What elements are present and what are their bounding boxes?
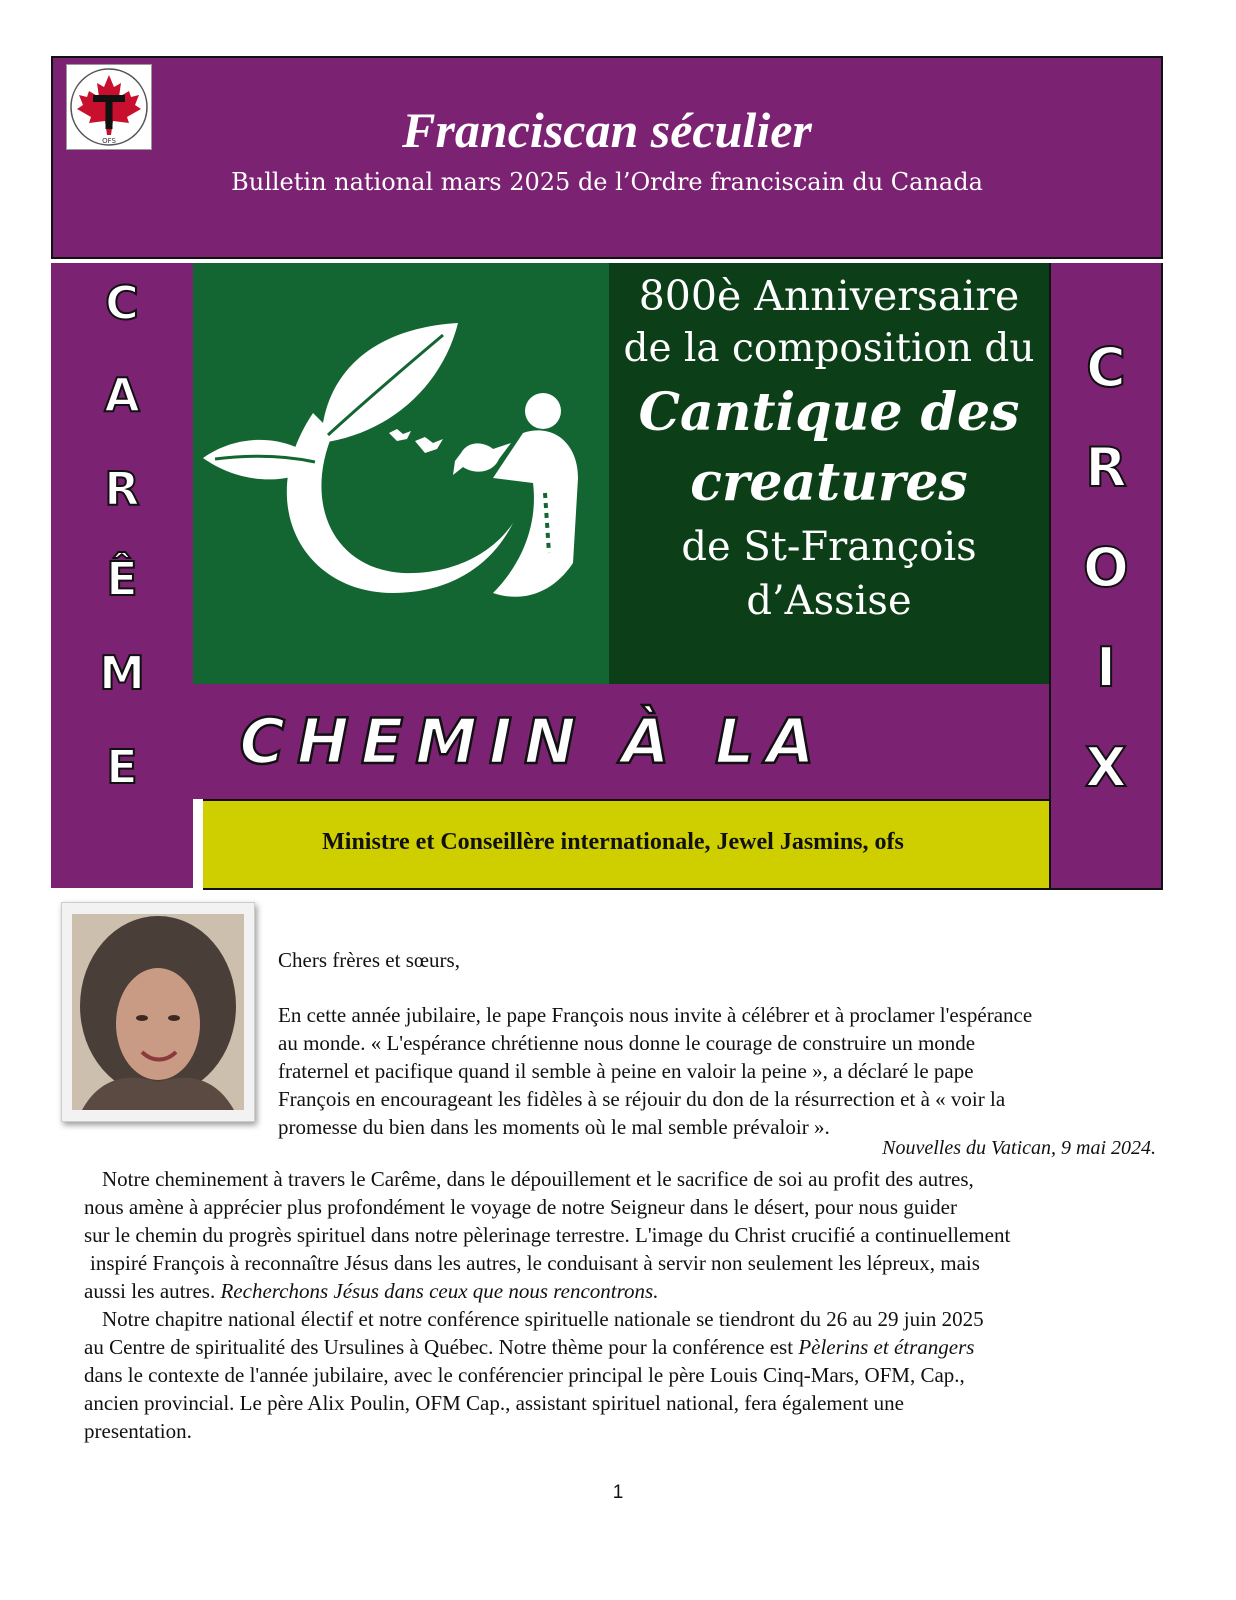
text-italic: Pèlerins et étrangers [798, 1335, 975, 1359]
croix-letter: C [1086, 336, 1126, 399]
text-line: fraternel et pacifique quand il semble à peine en valoir la peine », a déclaré le pape [278, 1059, 974, 1083]
minister-byline: Ministre et Conseillère internationale, Jewel Jasmins, ofs [322, 829, 904, 855]
anniversary-creatures: creatures [690, 452, 968, 513]
text-plain: aussi les autres. [84, 1279, 221, 1303]
text-line: inspiré François à reconnaître Jésus dans les autres, le conduisant à servir non seulement les lépreux, mais [90, 1251, 980, 1275]
text-line: En cette année jubilaire, le pape François nous invite à célébrer et à proclamer l'espérance [278, 1003, 1033, 1027]
text-line [84, 1333, 984, 1361]
text-italic: Recherchons Jésus dans ceux que nous rencontrons. [220, 1279, 659, 1303]
text-line: presentation. [84, 1419, 192, 1443]
paragraph-chapitre [84, 1305, 984, 1445]
bulletin-title: Franciscan séculier [402, 102, 812, 158]
text-line: Notre cheminement à travers le Carême, dans le dépouillement et le sacrifice de soi au profit des autres, [102, 1167, 974, 1191]
croix-letter: R [1085, 436, 1127, 499]
text-line [84, 1277, 1010, 1305]
greeting: Chers frères et sœurs, [278, 948, 460, 972]
text-line: dans le contexte de l'année jubilaire, avec le conférencier principal le père Louis Cinq-Mars, OFM, Cap., [84, 1363, 965, 1387]
text-line: promesse du bien dans les moments où le mal semble prévaloir ». [278, 1115, 830, 1139]
text-line: au monde. « L'espérance chrétienne nous donne le courage de construire un monde [278, 1031, 976, 1055]
careme-letter: A [104, 368, 140, 422]
cantique-logo-panel [193, 263, 609, 684]
croix-letter: I [1095, 636, 1117, 699]
careme-letter: M [99, 646, 145, 700]
careme-letter: R [104, 462, 140, 516]
careme-letter: E [106, 740, 138, 794]
intro-paragraph [278, 1001, 1032, 1141]
leaf-bird-francis-icon [193, 263, 609, 684]
croix-letter: X [1085, 736, 1127, 799]
chemin-a-la-heading: CHEMIN À LA [239, 705, 827, 778]
anniversary-line: 800è Anniversaire [638, 272, 1020, 320]
text-line: sur le chemin du progrès spirituel dans notre pèlerinage terrestre. L'image du Christ crucifié a continuellement [84, 1223, 1011, 1247]
text-line: François en encourageant les fidèles à se réjouir du don de la résurrection et à « voir la [278, 1087, 1006, 1111]
anniversary-line: de la composition du [623, 326, 1035, 371]
paragraph-careme [84, 1165, 1010, 1305]
portrait-icon [72, 914, 244, 1110]
source-citation: Nouvelles du Vatican, 9 mai 2024. [882, 1137, 1156, 1159]
svg-text:OFS: OFS [102, 137, 116, 145]
text-plain: au Centre de spiritualité des Ursulines à Québec. Notre thème pour la conférence est [84, 1335, 799, 1359]
careme-letter: Ê [106, 552, 138, 606]
careme-letter: C [105, 276, 139, 330]
anniversary-line: d’Assise [746, 578, 912, 624]
page-number: 1 [612, 1482, 624, 1503]
text-line: Notre chapitre national électif et notre conférence spirituelle nationale se tiendront du 26 au 29 juin 2025 [102, 1307, 984, 1331]
croix-letter: O [1083, 536, 1129, 599]
anniversary-cantique: Cantique des [638, 382, 1020, 443]
anniversary-line: de St-François [681, 524, 977, 570]
text-line: nous amène à apprécier plus profondément le voyage de notre Seigneur dans le désert, pour nous guider [84, 1195, 957, 1219]
bulletin-subtitle: Bulletin national mars 2025 de l’Ordre franciscain du Canada [231, 168, 983, 196]
text-line: ancien provincial. Le père Alix Poulin, OFM Cap., assistant spirituel national, fera également une [84, 1391, 904, 1415]
author-photo [72, 914, 244, 1110]
